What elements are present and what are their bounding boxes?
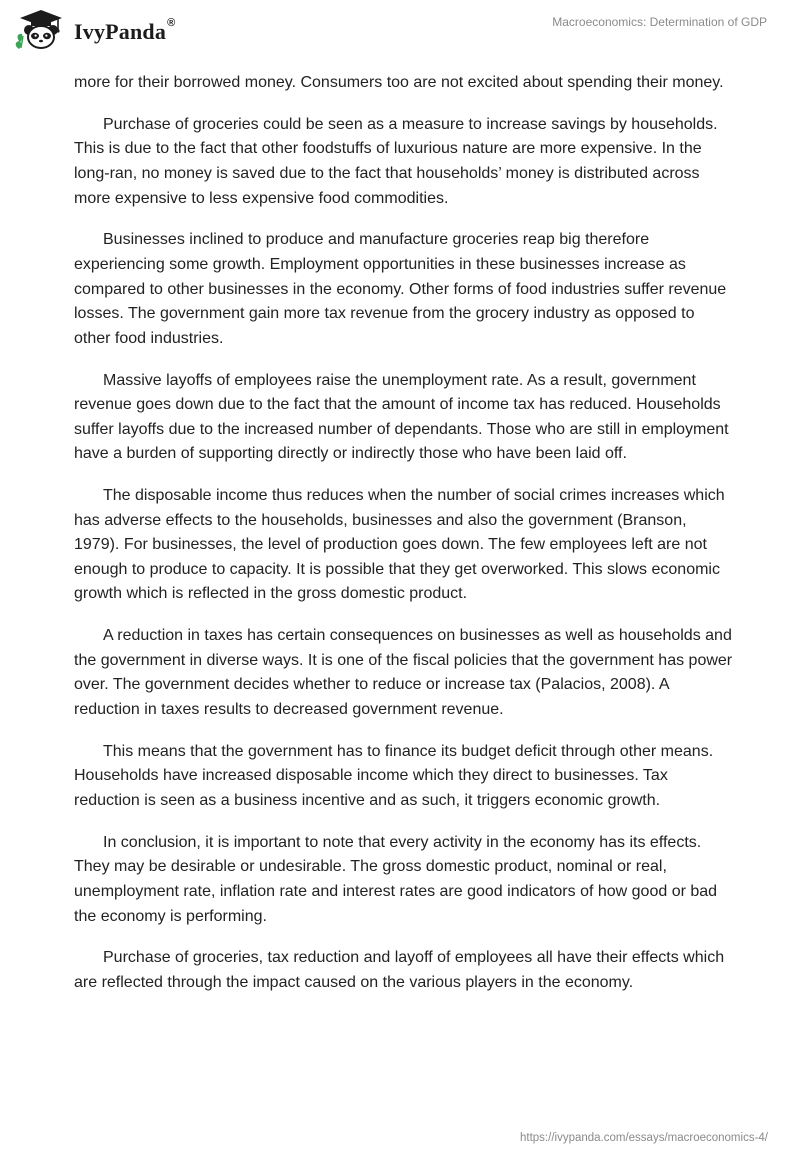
paragraph-2: Purchase of groceries could be seen as a measure to increase savings by households. This is due to the fact that other foodstuffs of luxurious nature are more expensive. In the long-ran, no money is saved due to the fact that households’ money is distributed across more expensive to less expensive food commodities. [74, 115, 718, 207]
paragraph-4: Massive layoffs of employees raise the unemployment rate. As a result, government revenue goes down due to the fact that the amount of income tax has reduced. Households suffer layoffs due to the increased number of dependants. Those who are still in employment have a burden of supporting directly or indirectly those who have been laid off. [74, 371, 729, 463]
paragraph-6: A reduction in taxes has certain consequences on businesses as well as households and the government in diverse ways. It is one of the fiscal policies that the government has power over. The government decides whether to reduce or increase tax (Palacios, 2008). A reduction in taxes results to decreased government revenue. [74, 627, 733, 718]
panda-graduate-icon [14, 8, 68, 52]
ivypanda-logo[interactable] [14, 8, 175, 52]
document-title: Macroeconomics: Determination of GDP [552, 15, 767, 29]
paragraph-7: This means that the government has to finance its budget deficit through other means. Households have increased disposable income which they direct to businesses. Tax reduction is seen as a business incentive and as such, it triggers economic growth. [74, 742, 714, 809]
paragraph-1: more for their borrowed money. Consumers too are not excited about spending their money. [74, 74, 724, 91]
paragraph-9: Purchase of groceries, tax reduction and layoff of employees all have their effects which are reflected through the impact caused on the various players in the economy. [74, 949, 725, 991]
paragraph-8: In conclusion, it is important to note that every activity in the economy has its effects. They may be desirable or undesirable. The gross domestic product, nominal or real, unemployment rate, inflation rate and interest rates are good indicators of how good or bad the economy is performing. [74, 833, 718, 925]
page-header [0, 0, 800, 70]
brand-name [74, 19, 175, 45]
essay-body [74, 71, 734, 1013]
paragraph-5: The disposable income thus reduces when the number of social crimes increases which has adverse effects to the households, businesses and also the government (Branson, 1979). For businesses, the level of production goes down. The few employees left are not enough to produce to capacity. It is possible that they get overworked. This slows economic growth which is reflected in the gross domestic product. [74, 487, 725, 603]
brand-name-text: IvyPanda [74, 19, 167, 44]
registered-mark: ® [167, 17, 176, 29]
source-url[interactable]: https://ivypanda.com/essays/macroeconomics-4/ [520, 1132, 768, 1144]
paragraph-3: Businesses inclined to produce and manufacture groceries reap big therefore experiencing some growth. Employment opportunities in these businesses increase as compared to other businesses in the economy. Other forms of food industries suffer revenue losses. The government gain more tax revenue from the grocery industry as opposed to other food industries. [74, 231, 727, 347]
